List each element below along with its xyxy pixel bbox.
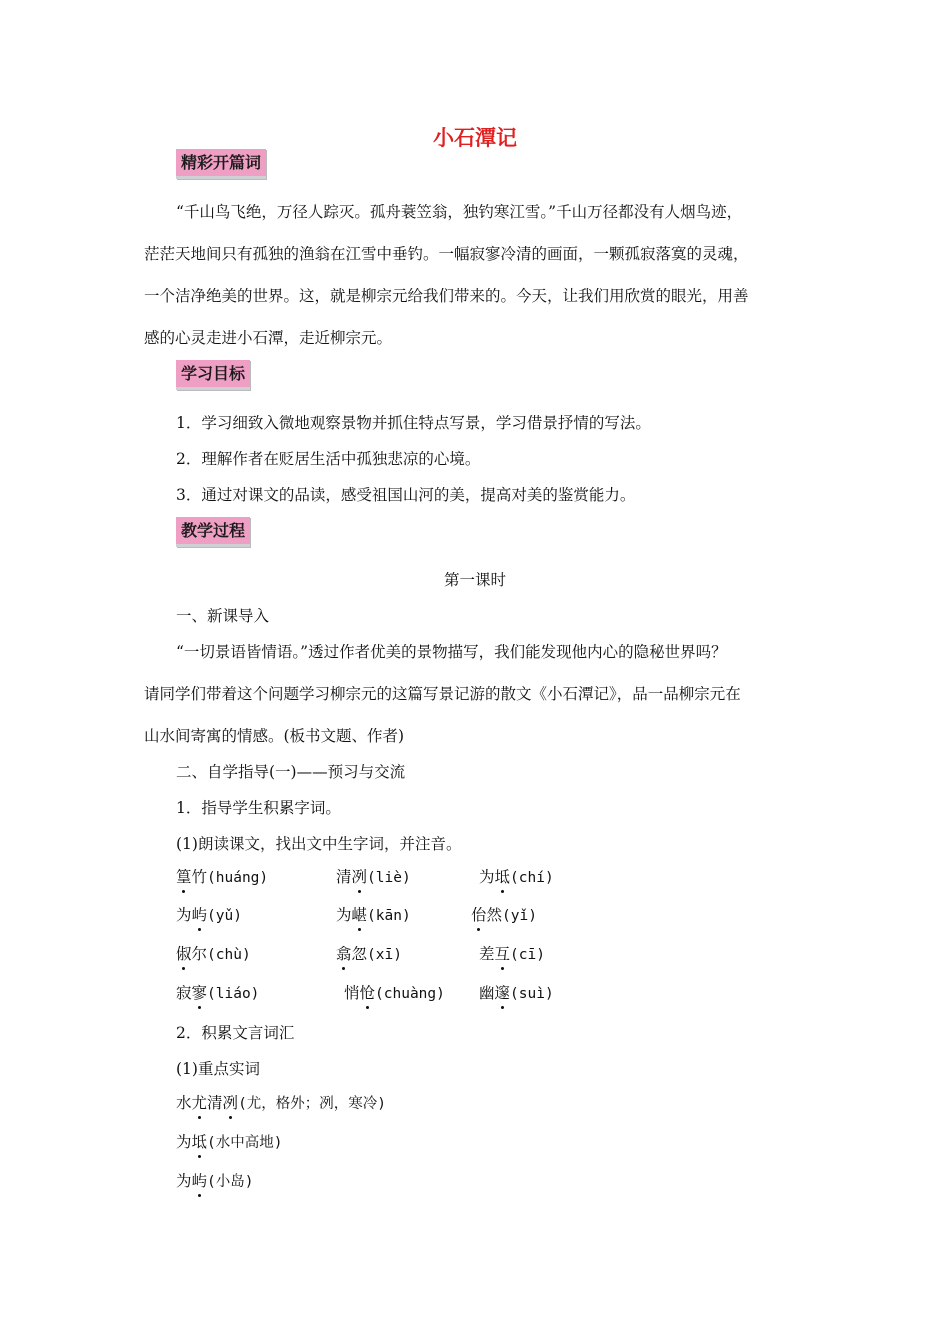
word-item: 篁竹(huáng) [176,865,268,887]
dotted-char: 坻 [495,865,511,887]
dotted-char: 冽 [223,1091,239,1113]
part2-heading: 二、自学指导(一)——预习与交流 [176,763,406,781]
part1-heading: 一、新课导入 [176,607,270,625]
goal-item-1: 1．学习细致入微地观察景物并抓住特点写景，学习借景抒情的写法。 [176,414,651,432]
dotted-char: 佁 [471,903,487,925]
word-item: 俶尔(chù) [176,942,251,964]
dotted-char: 尤 [192,1091,208,1113]
goal-item-3: 3．通过对课文的品读，感受祖国山河的美，提高对美的鉴赏能力。 [176,486,636,504]
dotted-char: 寥 [192,981,208,1003]
part1-line-1: “一切景语皆情语。”透过作者优美的景物描写，我们能发现他内心的隐秘世界吗？ [176,643,727,661]
word-item: 为屿(yǔ) [176,903,242,925]
intro-line-2: 茫茫天地间只有孤独的渔翁在江雪中垂钓。一幅寂寥冷清的画面，一颗孤寂落寞的灵魂， [144,245,749,263]
section-tag-intro: 精彩开篇词 [176,149,266,179]
item2-sub: (1)重点实词 [176,1060,260,1078]
word-item: 为嵁(kān) [336,903,411,925]
word-item: 差互(cī) [479,942,545,964]
vocab-item: 水尤清冽(尤，格外；冽，寒冷) [176,1091,386,1113]
word-item: 清冽(liè) [336,865,411,887]
item1-sub: (1)朗读课文，找出文中生字词，并注音。 [176,835,462,853]
section-tag-goals: 学习目标 [176,360,250,390]
intro-line-4: 感的心灵走进小石潭，走近柳宗元。 [144,329,393,347]
dotted-char: 屿 [192,1169,208,1191]
part1-line-2: 请同学们带着这个问题学习柳宗元的这篇写景记游的散文《小石潭记》，品一品柳宗元在 [144,685,741,703]
intro-line-1: “千山鸟飞绝，万径人踪灭。孤舟蓑笠翁，独钓寒江雪。”千山万径都没有人烟鸟迹， [176,203,743,221]
word-item: 为坻(chí) [479,865,554,887]
lesson-period: 第一课时 [443,571,506,589]
dotted-char: 嵁 [352,903,368,925]
intro-line-3: 一个洁净绝美的世界。这，就是柳宗元给我们带来的。今天，让我们用欣赏的眼光，用善 [144,287,749,305]
dotted-char: 冽 [352,865,368,887]
dotted-char: 篁 [176,865,192,887]
section-tag-process: 教学过程 [176,517,250,547]
part1-line-3: 山水间寄寓的情感。(板书文题、作者) [144,727,405,745]
dotted-char: 屿 [192,903,208,925]
item1-heading: 1．指导学生积累字词。 [176,799,341,817]
vocab-item: 为屿(小岛) [176,1169,254,1191]
word-item: 翕忽(xī) [336,942,402,964]
word-item: 幽邃(suì) [479,981,554,1003]
dotted-char: 邃 [495,981,511,1003]
goal-item-2: 2．理解作者在贬居生活中孤独悲凉的心境。 [176,450,481,468]
vocab-item: 为坻(水中高地) [176,1130,283,1152]
dotted-char: 俶 [176,942,192,964]
word-item: 寂寥(liáo) [176,981,259,1003]
word-item: 佁然(yǐ) [471,903,537,925]
dotted-char: 互 [495,942,511,964]
item2-heading: 2．积累文言词汇 [176,1024,295,1042]
dotted-char: 坻 [192,1130,208,1152]
word-item: 悄怆(chuàng) [344,981,445,1003]
dotted-char: 翕 [336,942,352,964]
dotted-char: 怆 [360,981,376,1003]
page-title: 小石潭记 [433,126,517,150]
